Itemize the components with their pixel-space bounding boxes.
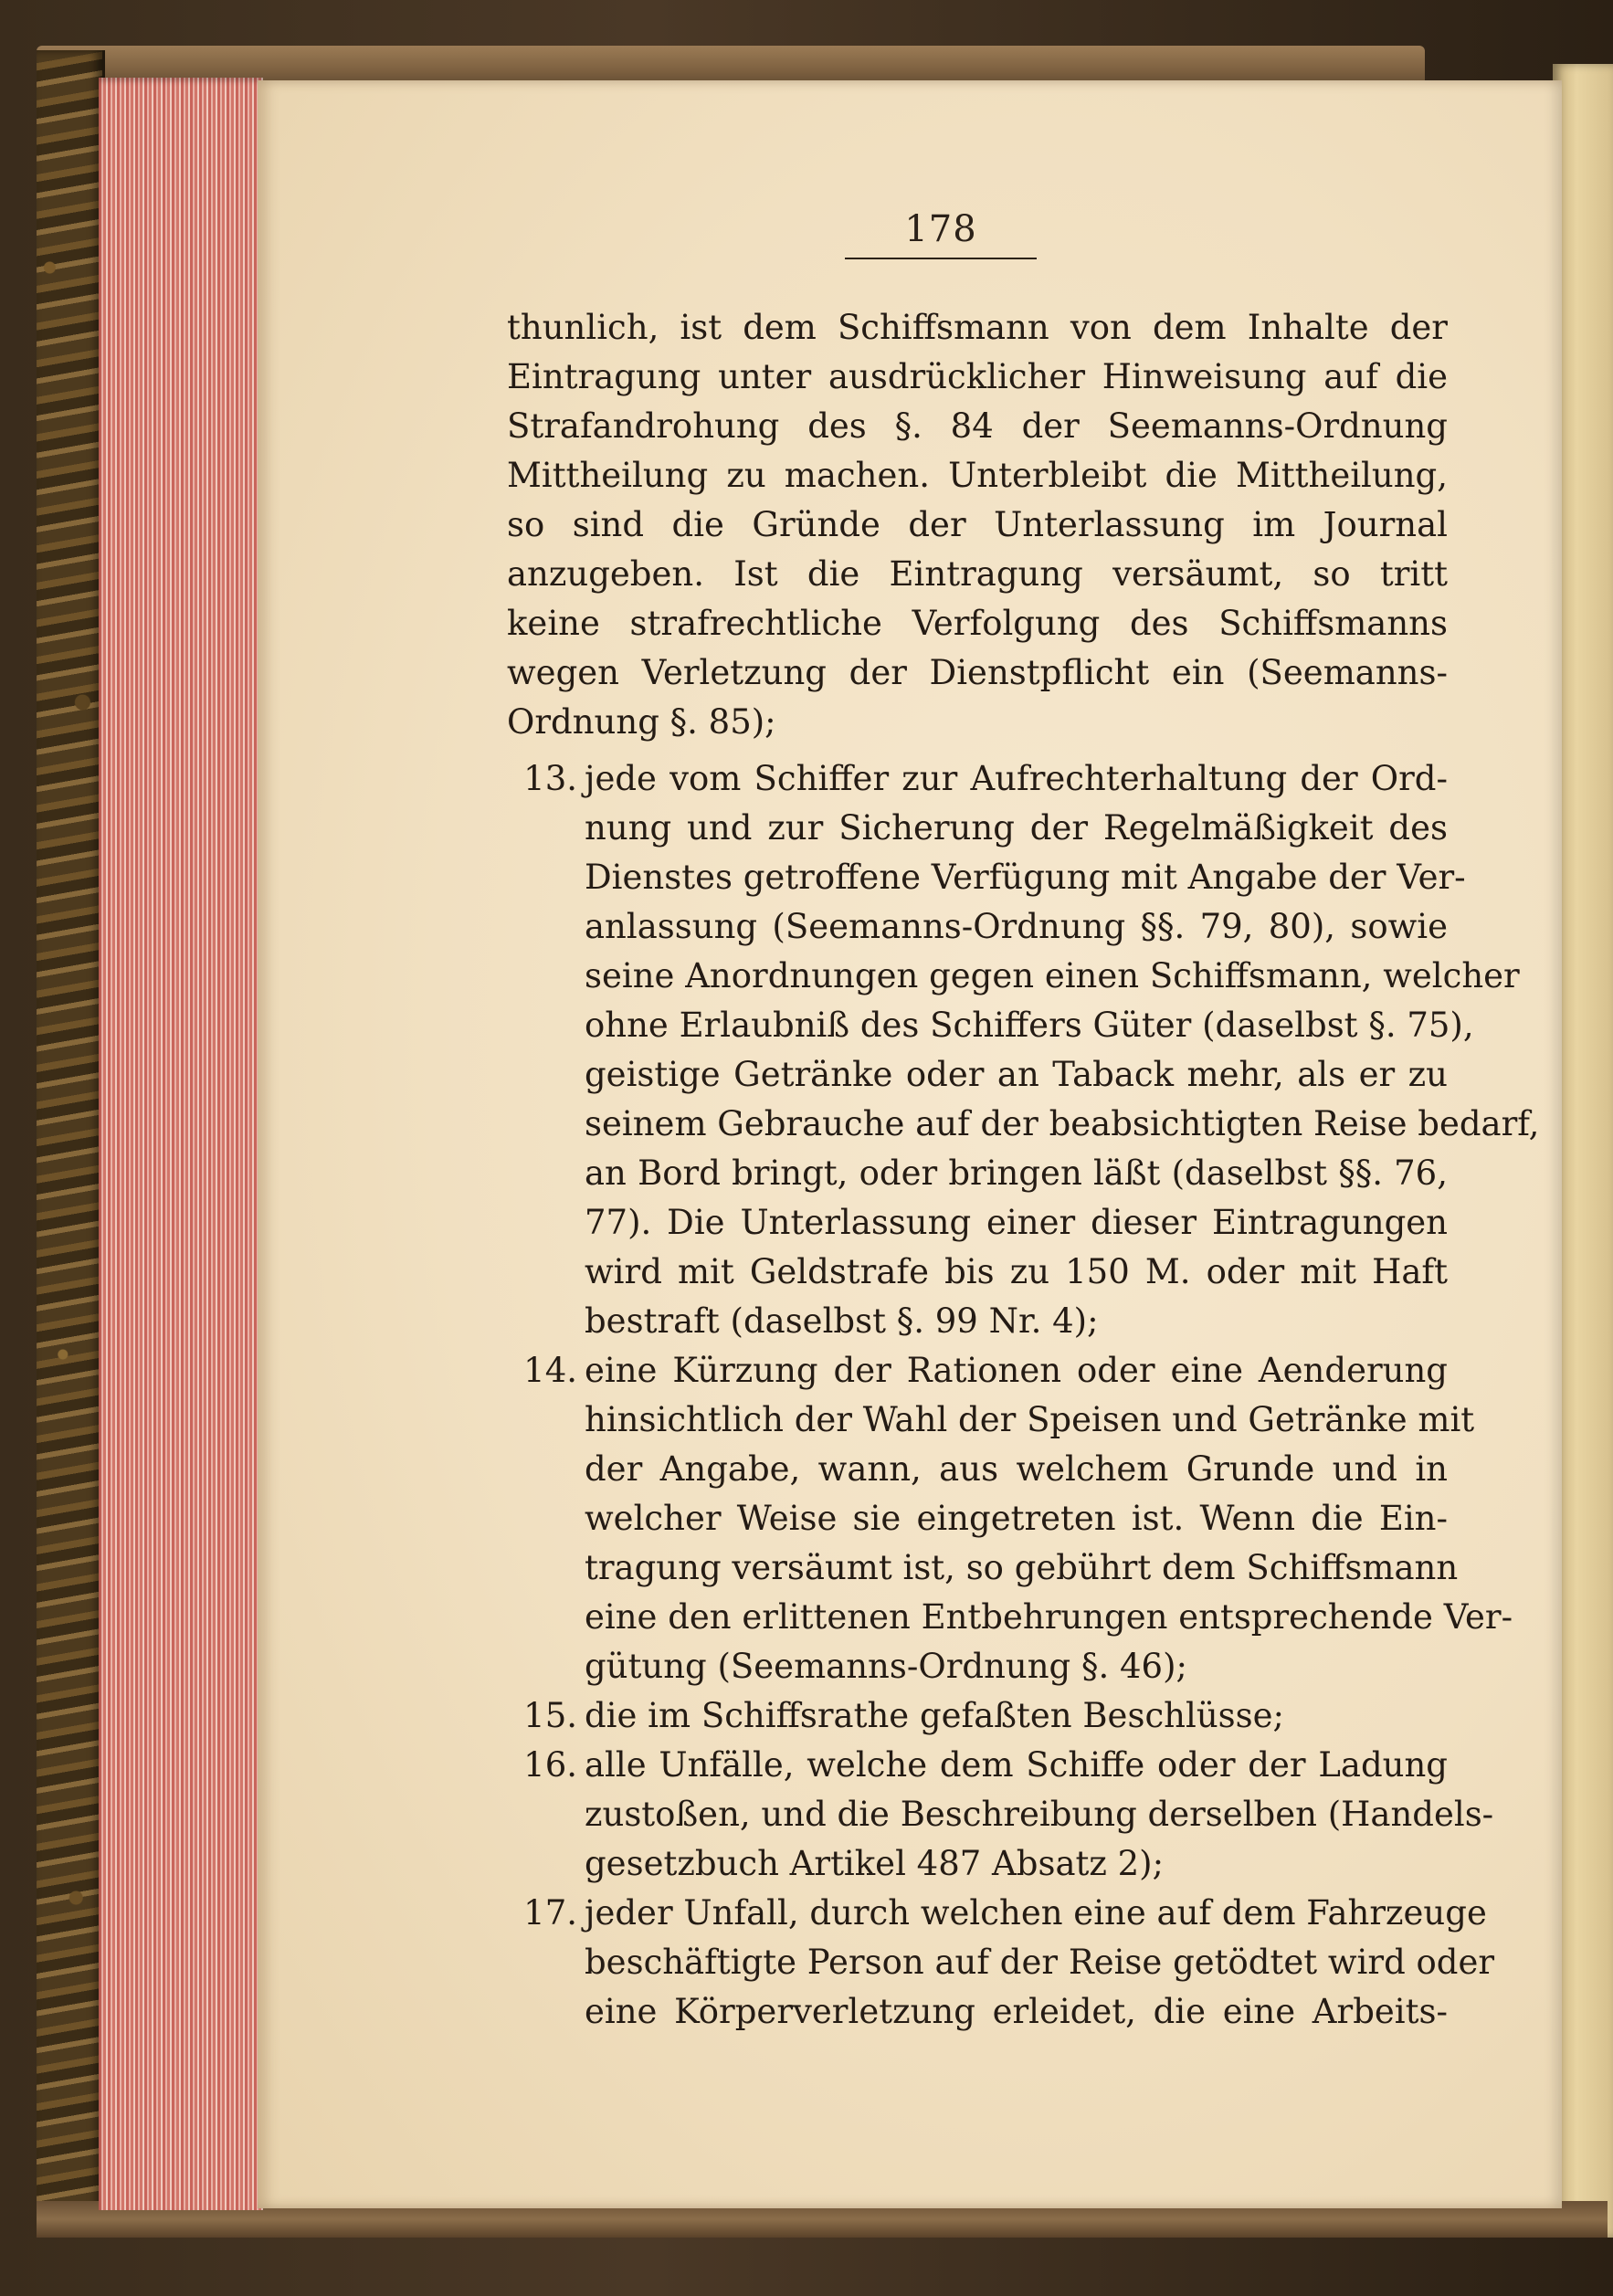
text-line: Ordnung §. 85);	[507, 702, 776, 742]
text-line: zustoßen, und die Beschreibung derselben (Handels-	[585, 1795, 1494, 1834]
text-line: wegen Verletzung der Dienstpflicht ein (Seemanns-	[507, 653, 1448, 692]
text-line: eine Körperverletzung erleidet, die eine Arbeits-	[585, 1992, 1448, 2031]
text-line: tragung versäumt ist, so gebührt dem Schiffsmann	[585, 1548, 1459, 1587]
text-line: Mittheilung zu machen. Unterbleibt die Mittheilung,	[507, 456, 1448, 495]
text-line: beschäftigte Person auf der Reise getödtet wird oder	[585, 1943, 1495, 1982]
text-line: wird mit Geldstrafe bis zu 150 M. oder mit Haft	[585, 1252, 1448, 1291]
book-cover-marbled-edge	[37, 50, 105, 2224]
text-line: thunlich, ist dem Schiffsmann von dem Inhalte der	[507, 308, 1448, 347]
text-line: jeder Unfall, durch welchen eine auf dem Fahrzeuge	[585, 1893, 1487, 1933]
text-line: ohne Erlaubniß des Schiffers Güter (daselbst §. 75),	[585, 1006, 1474, 1045]
item-number-16: 16.	[523, 1745, 577, 1785]
text-line: Strafandrohung des §. 84 der Seemanns-Ordnung	[507, 406, 1448, 446]
text-line: seinem Gebrauche auf der beabsichtigten Reise bedarf,	[585, 1104, 1540, 1143]
red-page-edges	[99, 78, 263, 2210]
item-number-15: 15.	[523, 1696, 577, 1735]
text-line: anzugeben. Ist die Eintragung versäumt, so tritt	[507, 554, 1448, 594]
page-number-rule	[845, 258, 1037, 259]
text-line: der Angabe, wann, aus welchem Grunde und in	[585, 1449, 1448, 1489]
text-line: an Bord bringt, oder bringen läßt (daselbst §§. 76,	[585, 1153, 1448, 1193]
text-line: geistige Getränke oder an Taback mehr, als er zu	[585, 1055, 1448, 1094]
item-number-13: 13.	[523, 759, 577, 798]
text-line: Dienstes getroffene Verfügung mit Angabe der Ver-	[585, 858, 1466, 897]
text-line: nung und zur Sicherung der Regelmäßigkeit des	[585, 808, 1448, 848]
text-line: so sind die Gründe der Unterlassung im Journal	[507, 505, 1448, 544]
text-line: bestraft (daselbst §. 99 Nr. 4);	[585, 1301, 1099, 1341]
text-line: gütung (Seemanns-Ordnung §. 46);	[585, 1647, 1188, 1686]
item-number-14: 14.	[523, 1351, 577, 1390]
text-line: anlassung (Seemanns-Ordnung §§. 79, 80), sowie	[585, 907, 1448, 946]
text-line: eine Kürzung der Rationen oder eine Aenderung	[585, 1351, 1448, 1390]
text-line: 77). Die Unterlassung einer dieser Eintragungen	[585, 1203, 1448, 1242]
text-line: welcher Weise sie eingetreten ist. Wenn die Ein-	[585, 1499, 1448, 1538]
page-number: 178	[904, 208, 977, 250]
item-number-17: 17.	[523, 1893, 577, 1933]
text-line: gesetzbuch Artikel 487 Absatz 2);	[585, 1844, 1165, 1883]
text-line: jede vom Schiffer zur Aufrechterhaltung der Ord-	[585, 759, 1448, 798]
text-line: eine den erlittenen Entbehrungen entsprechende Ver-	[585, 1597, 1513, 1637]
text-line: Eintragung unter ausdrücklicher Hinweisung auf die	[507, 357, 1448, 396]
text-line: die im Schiffsrathe gefaßten Beschlüsse;	[585, 1696, 1284, 1735]
text-line: seine Anordnungen gegen einen Schiffsmann, welcher	[585, 956, 1520, 995]
text-line: hinsichtlich der Wahl der Speisen und Getränke mit	[585, 1400, 1475, 1439]
text-line: keine strafrechtliche Verfolgung des Schiffsmanns	[507, 604, 1448, 643]
text-line: alle Unfälle, welche dem Schiffe oder der Ladung	[585, 1745, 1448, 1785]
